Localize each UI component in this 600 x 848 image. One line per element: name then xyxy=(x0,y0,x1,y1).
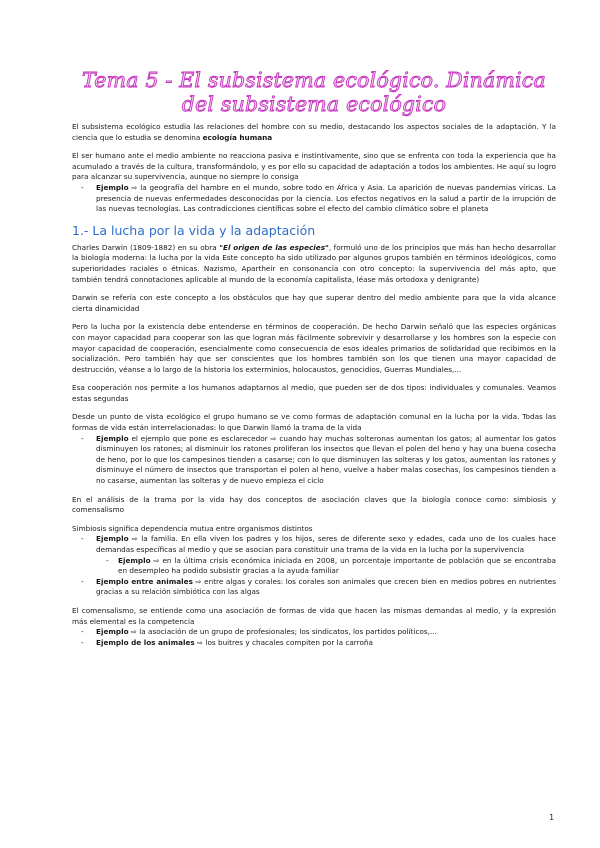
example-text: en la última crisis económica iniciada en 2008, un porcentaje importante de población que se encontraba en desempleo ha podido subsistir gracias a la ayuda familiar xyxy=(118,555,556,576)
intro-example-list xyxy=(72,183,556,215)
example-text: los buitres y chacales compiten por la carroña xyxy=(205,637,373,647)
paragraph: Esa cooperación nos permite a los humanos adaptarnos al medio, que pueden ser de dos tipos: individuales y comunales. Veamos estas segundas xyxy=(72,383,556,403)
paragraph: En el análisis de la trama por la vida hay dos conceptos de asociación claves que la biología conoce como: simbiosis y comensalismo xyxy=(72,494,556,515)
darwin-paragraph xyxy=(72,243,556,285)
example-text: la familia. En ella viven los padres y los hijos, seres de diferente sexo y edades, cada uno de los cuales hace demandas específicas al medio y que se asocian para constituir una trama de la vida en la lucha por la supervivencia xyxy=(96,534,556,554)
comensalismo-example-list xyxy=(72,627,556,648)
document-page xyxy=(72,68,556,656)
paragraph: El comensalismo, se entiende como una asociación de formas de vida que hacen las mismas demandas al medio, y la expresión más elemental es la competencia xyxy=(72,605,556,626)
example-label: Ejemplo xyxy=(96,433,129,443)
sub-list xyxy=(96,556,556,577)
list-item xyxy=(72,577,556,598)
simbiosis-example-list xyxy=(72,534,556,598)
arrow-icon: ⇨ xyxy=(197,637,204,647)
ecologia-humana-term: ecología humana xyxy=(202,132,273,142)
example-label: Ejemplo entre animales xyxy=(96,576,193,586)
paragraph: Simbiosis significa dependencia mutua entre organismos distintos xyxy=(72,523,313,533)
example-label: Ejemplo xyxy=(96,534,129,544)
intro-paragraph-2: El ser humano ante el medio ambiente no reacciona pasiva e instintivamente, sino que se enfrenta con toda la experiencia que ha acumulado a través de la cultura, transformándolo, y es por ello su capacidad de adaptación a todos los ambientes. He aquí su logro para alcanzar su supervivencia, aunque no siempre lo consiga xyxy=(72,151,556,182)
arrow-icon: ⇨ xyxy=(131,182,138,192)
arrow-icon: ⇨ xyxy=(131,534,138,544)
list-item xyxy=(72,638,556,649)
darwin-text-a: Charles Darwin (1809-1882) en su obra xyxy=(72,242,217,252)
arrow-icon: ⇨ xyxy=(153,555,160,565)
document-title: Tema 5 - El subsistema ecológico. Dinámica del subsistema ecológico xyxy=(82,68,546,116)
arrow-icon: ⇨ xyxy=(195,576,202,586)
paragraph: Pero la lucha por la existencia debe entenderse en términos de cooperación. De hecho Darwin señaló que las especies orgánicas con mayor capacidad para cooperar son las que logran más fácilmente sobrevivir y desarrollarse y los hombres son la especie con mayor capacidad de cooperación, esencialmente como consecuencia de esos ideales primarios de solidaridad que recibimos en la socialización. Pero también hay que ser conscientes que los hombres también son los que tienen una mayor capacidad de destrucción, véanse a lo largo de la historia los exterminios, holocaustos, genocidios, Guerras Mundiales,... xyxy=(72,322,556,374)
trama-example-list xyxy=(72,434,556,487)
list-item xyxy=(96,556,556,577)
section-heading: 1.- La lucha por la vida y la adaptación xyxy=(72,222,316,238)
arrow-icon: ⇨ xyxy=(130,627,137,637)
list-item xyxy=(72,183,556,215)
example-text: el ejemplo que pone es esclarecedor ⇨ cuando hay muchas solteronas aumentan los gatos; al aumentar los gatos disminuyen los ratones; al disminuir los ratones proliferan los insectos que llevan el polen del heno y hay una buena cosecha de heno, por lo que los campesinos tienden a casarse; con lo que disminuyen las solteras y los gatos, aumentan los ratones y disminuye el número de insectos que transportan el polen al heno, vuelve a haber malas cosechas, los campesinos tienden a no casarse, aumentan las solteras y de nuevo empieza el ciclo xyxy=(96,433,556,486)
intro-paragraph-1 xyxy=(72,122,556,143)
list-item xyxy=(72,434,556,487)
example-label: Ejemplo de los animales xyxy=(96,637,195,647)
paragraph: Darwin se refería con este concepto a los obstáculos que hay que superar dentro del medio ambiente para que la vida alcance cierta dinamicidad xyxy=(72,293,556,313)
darwin-text-b: , formuló uno de los principios que más han hecho desarrollar la biología moderna: la lucha por la vida Este concepto ha sido utilizado por algunos grupos también en términos ideológicos, como superioridades raciales o étnicas. Nazismo, Apartheir en consonancia con otro concepto: la supervivencia del más apto, que también tendrá connotaciones aplicable al mundo de la economía capitalista, léase más ortodoxa y denigrante) xyxy=(72,242,556,284)
list-item xyxy=(72,534,556,576)
page-number: 1 xyxy=(549,813,554,822)
example-label: Ejemplo xyxy=(118,555,151,565)
book-title: "El origen de las especies" xyxy=(219,242,329,252)
example-text: la geografía del hambre en el mundo, sobre todo en África y Asia. La aparición de nuevas pandemias víricas. La presencia de nuevas enfermedades desconocidas por la ciencia. Los efectos negativos en la salud a partir de la irrupción de las nuevas tecnologías. Las contradicciones científicas sobre el efecto del cambio climático sobre el planeta xyxy=(96,182,556,214)
intro-text: El subsistema ecológico estudia las relaciones del hombre con su medio, destacando los aspectos sociales de la adaptación. Y la ciencia que lo estudia se denomina xyxy=(72,122,556,142)
example-label: Ejemplo xyxy=(96,627,129,637)
example-label: Ejemplo xyxy=(96,182,129,192)
example-text: la asociación de un grupo de profesionales; los sindicatos, los partidos políticos,... xyxy=(139,627,437,637)
paragraph: Desde un punto de vista ecológico el grupo humano se ve como formas de adaptación comunal en la lucha por la vida. Todas las formas de vida están interrelacionadas: lo que Darwin llamó la trama de la vida xyxy=(72,412,556,433)
list-item xyxy=(72,627,556,638)
example-text: entre algas y corales: los corales son animales que crecen bien en medios pobres en nutrientes gracias a su relación simbiótica con las algas xyxy=(96,576,556,597)
